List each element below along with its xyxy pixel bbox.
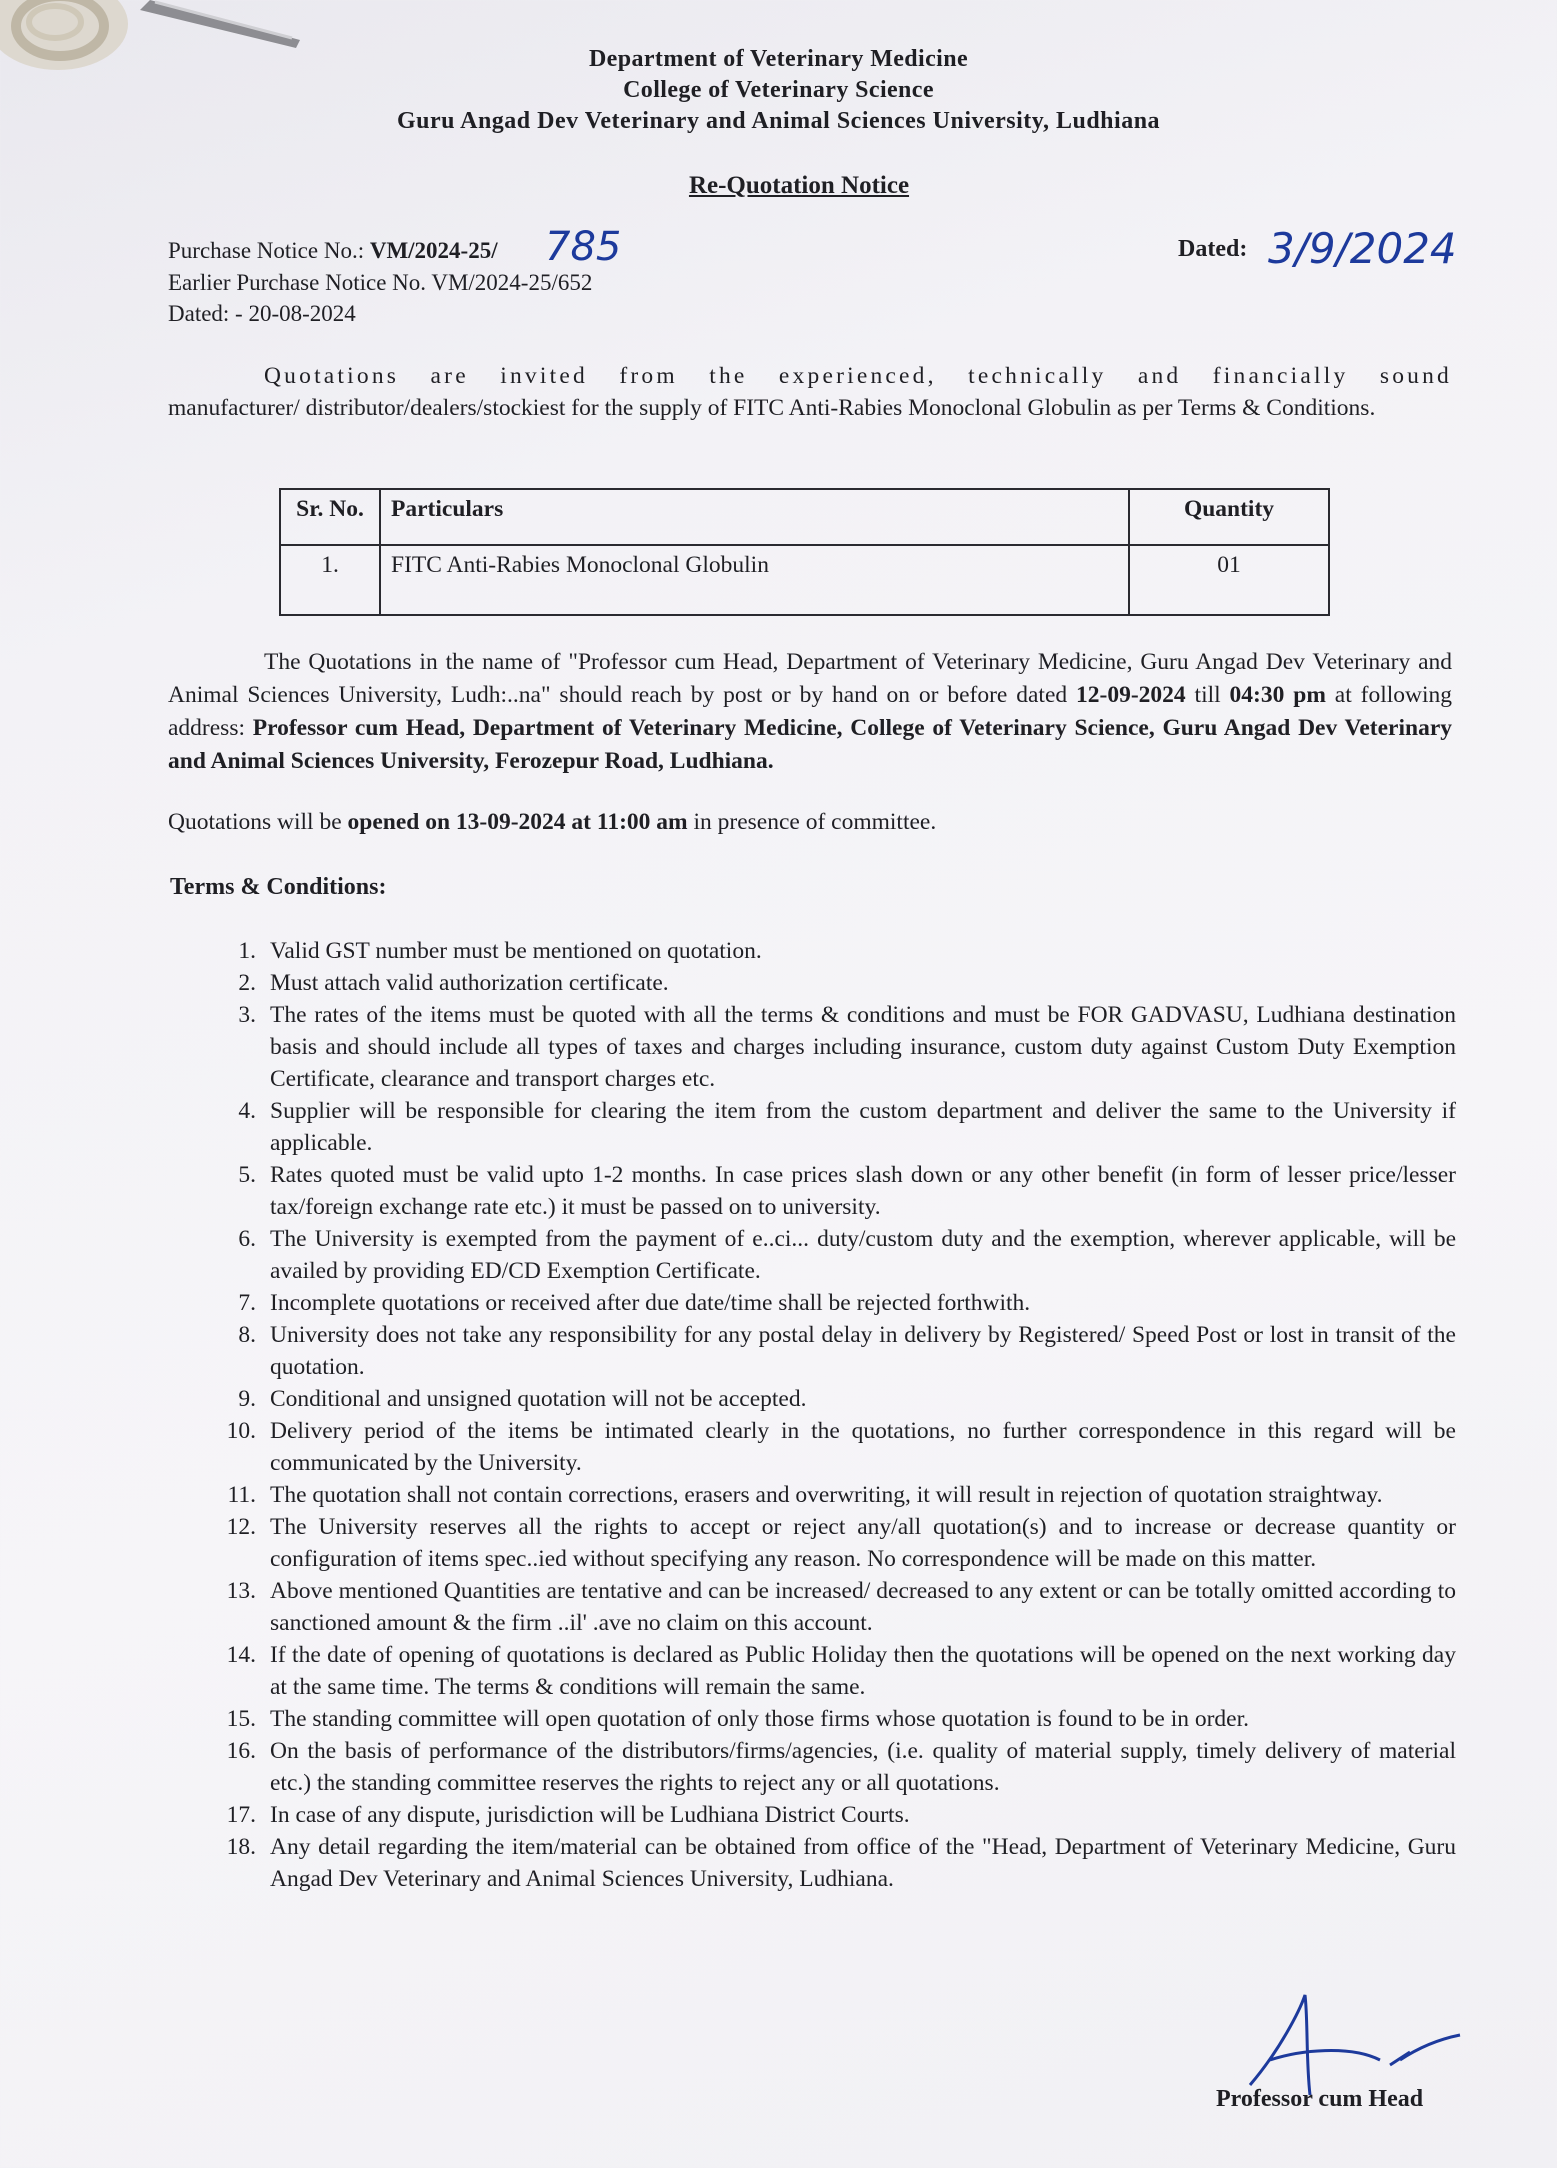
university-heading: Guru Angad Dev Veterinary and Animal Sciences University, Ludhiana: [396, 108, 1161, 134]
term-number: 6.: [238, 1226, 256, 1252]
signatory-title: Professor cum Head: [1216, 2086, 1424, 2112]
term-number: 8.: [238, 1322, 256, 1348]
submission-paragraph: [168, 646, 1452, 778]
term-text: The standing committee will open quotation of only those firms whose quotation is found to be in order.: [270, 1706, 1250, 1732]
opening-paragraph: [168, 806, 1452, 838]
term-number: 3.: [238, 1002, 256, 1028]
term-text: The University reserves all the rights to accept or reject any/all quotation(s) and to increase or decrease quantity or configuration of items spec..ied without specifying any reason. No correspondence will be made on this matter.: [270, 1514, 1456, 1572]
term-text: On the basis of performance of the distributors/firms/agencies, (i.e. quality of material supply, timely delivery of material etc.) the standing committee reserves the rights to reject any or all quotations.: [270, 1738, 1456, 1796]
term-item: [170, 1735, 1456, 1799]
term-text: In case of any dispute, jurisdiction will be Ludhiana District Courts.: [270, 1802, 910, 1828]
submission-text-2: till: [1185, 682, 1230, 708]
intro-paragraph: [168, 360, 1452, 424]
term-item: [170, 967, 1456, 999]
term-text: The rates of the items must be quoted with all the terms & conditions and must be FOR GADVASU, Ludhiana destination basis and should include all types of taxes and charges including insurance, custom duty against Custom Duty Exemption Certificate, clearance and transport charges etc.: [270, 1002, 1456, 1092]
term-item: [170, 1095, 1456, 1159]
term-text: Rates quoted must be valid upto 1-2 months. In case prices slash down or any other benefit (in form of lesser price/lesser tax/foreign exchange rate etc.) it must be passed on to university.: [270, 1162, 1456, 1220]
term-item: [170, 1319, 1456, 1383]
cell-particulars: FITC Anti-Rabies Monoclonal Globulin: [380, 545, 1129, 615]
term-number: 16.: [226, 1738, 256, 1764]
handwritten-notice-number: 785: [545, 224, 622, 270]
dated-label: Dated:: [1178, 236, 1248, 262]
term-number: 17.: [226, 1802, 256, 1828]
header-particulars: Particulars: [380, 489, 1129, 545]
term-number: 4.: [238, 1098, 256, 1124]
department-heading: Department of Veterinary Medicine: [588, 46, 969, 72]
purchase-notice-number: VM/2024-25/: [369, 238, 498, 263]
cell-sr-no: 1.: [280, 545, 380, 615]
header-quantity: Quantity: [1129, 489, 1329, 545]
term-text: Conditional and unsigned quotation will not be accepted.: [270, 1386, 807, 1412]
term-text: Valid GST number must be mentioned on quotation.: [270, 938, 762, 964]
term-item: [170, 1479, 1456, 1511]
notice-title: Re-Quotation Notice: [688, 172, 910, 199]
term-item: [170, 935, 1456, 967]
term-number: 15.: [226, 1706, 256, 1732]
submission-text-3: at following address:: [168, 682, 1453, 741]
opening-text-2: in presence of committee.: [687, 809, 937, 835]
term-number: 10.: [226, 1418, 256, 1444]
items-table: [279, 488, 1330, 616]
term-item: [170, 1639, 1456, 1703]
term-text: Supplier will be responsible for clearing the item from the custom department and deliver the same to the University if applicable.: [270, 1098, 1456, 1156]
submission-due-time: 04:30 pm: [1229, 682, 1326, 708]
header-sr-no: Sr. No.: [280, 489, 380, 545]
term-item: [170, 1287, 1456, 1319]
college-heading: College of Veterinary Science: [623, 77, 934, 103]
term-text: Any detail regarding the item/material can be obtained from office of the "Head, Department of Veterinary Medicine, Guru Angad Dev Veterinary and Animal Sciences University, Ludhiana.: [270, 1834, 1456, 1892]
term-number: 9.: [238, 1386, 256, 1412]
term-text: The quotation shall not contain corrections, erasers and overwriting, it will result in rejection of quotation straightway.: [270, 1482, 1383, 1508]
terms-heading: Terms & Conditions:: [170, 874, 387, 900]
term-text: If the date of opening of quotations is declared as Public Holiday then the quotations will be opened on the next working day at the same time. The terms & conditions will remain the same.: [270, 1642, 1456, 1700]
handwritten-date: 3/9/2024: [1268, 224, 1457, 273]
term-number: 18.: [226, 1834, 256, 1860]
purchase-notice-line: [168, 238, 498, 264]
table-row: [280, 545, 1329, 615]
submission-due-date: 12-09-2024: [1076, 682, 1186, 708]
term-number: 2.: [238, 970, 256, 996]
table-header-row: [280, 489, 1329, 545]
term-item: [170, 1703, 1456, 1735]
term-item: [170, 1799, 1456, 1831]
terms-list: [170, 935, 1456, 1895]
signature-mark: [1240, 1990, 1480, 2100]
term-number: 7.: [238, 1290, 256, 1316]
earlier-notice-date: Dated: - 20-08-2024: [168, 301, 356, 326]
term-number: 13.: [226, 1578, 256, 1604]
term-number: 14.: [226, 1642, 256, 1668]
cell-quantity: 01: [1129, 545, 1329, 615]
term-item: [170, 1383, 1456, 1415]
term-item: [170, 1159, 1456, 1223]
opening-date-time: opened on 13-09-2024 at 11:00 am: [347, 809, 688, 835]
term-number: 5.: [238, 1162, 256, 1188]
term-item: [170, 1575, 1456, 1639]
purchase-notice-label: Purchase Notice No.:: [168, 238, 370, 263]
earlier-notice-line: Earlier Purchase Notice No. VM/2024-25/652: [168, 270, 593, 295]
term-text: The University is exempted from the payment of e..ci... duty/custom duty and the exemption, wherever applicable, will be availed by providing ED/CD Exemption Certificate.: [270, 1226, 1456, 1284]
term-item: [170, 1511, 1456, 1575]
submission-address: Professor cum Head, Department of Veterinary Medicine, College of Veterinary Science, Guru Angad Dev Veterinary and Animal Sciences University, Ferozepur Road, Ludhiana.: [168, 715, 1452, 774]
term-text: Incomplete quotations or received after due date/time shall be rejected forthwith.: [270, 1290, 1031, 1316]
submission-text-1: The Quotations in the name of "Professor cum Head, Department of Veterinary Medicine, Guru Angad Dev Veterinary and Animal Sciences University, Ludh:..na" should reach by post or by hand on or before dated: [168, 649, 1452, 708]
intro-rest: manufacturer/ distributor/dealers/stockiest for the supply of FITC Anti-Rabies Monoclonal Globulin as per Terms & Conditions.: [168, 395, 1376, 421]
term-number: 12.: [226, 1514, 256, 1540]
term-item: [170, 1831, 1456, 1895]
opening-text-1: Quotations will be: [168, 809, 348, 835]
term-number: 11.: [227, 1482, 256, 1508]
term-text: University does not take any responsibility for any postal delay in delivery by Registered/ Speed Post or lost in transit of the quotation.: [270, 1322, 1456, 1380]
term-text: Above mentioned Quantities are tentative and can be increased/ decreased to any extent or can be totally omitted according to sanctioned amount & the firm ..il' .ave no claim on this account.: [270, 1578, 1456, 1636]
term-item: [170, 1223, 1456, 1287]
term-text: Delivery period of the items be intimated clearly in the quotations, no further correspondence in this regard will be communicated by the University.: [270, 1418, 1456, 1476]
intro-lead: Quotations are invited from the experienced, technically and financially sound: [264, 363, 1452, 389]
term-item: [170, 1415, 1456, 1479]
term-number: 1.: [238, 938, 256, 964]
term-text: Must attach valid authorization certificate.: [270, 970, 669, 996]
term-item: [170, 999, 1456, 1095]
